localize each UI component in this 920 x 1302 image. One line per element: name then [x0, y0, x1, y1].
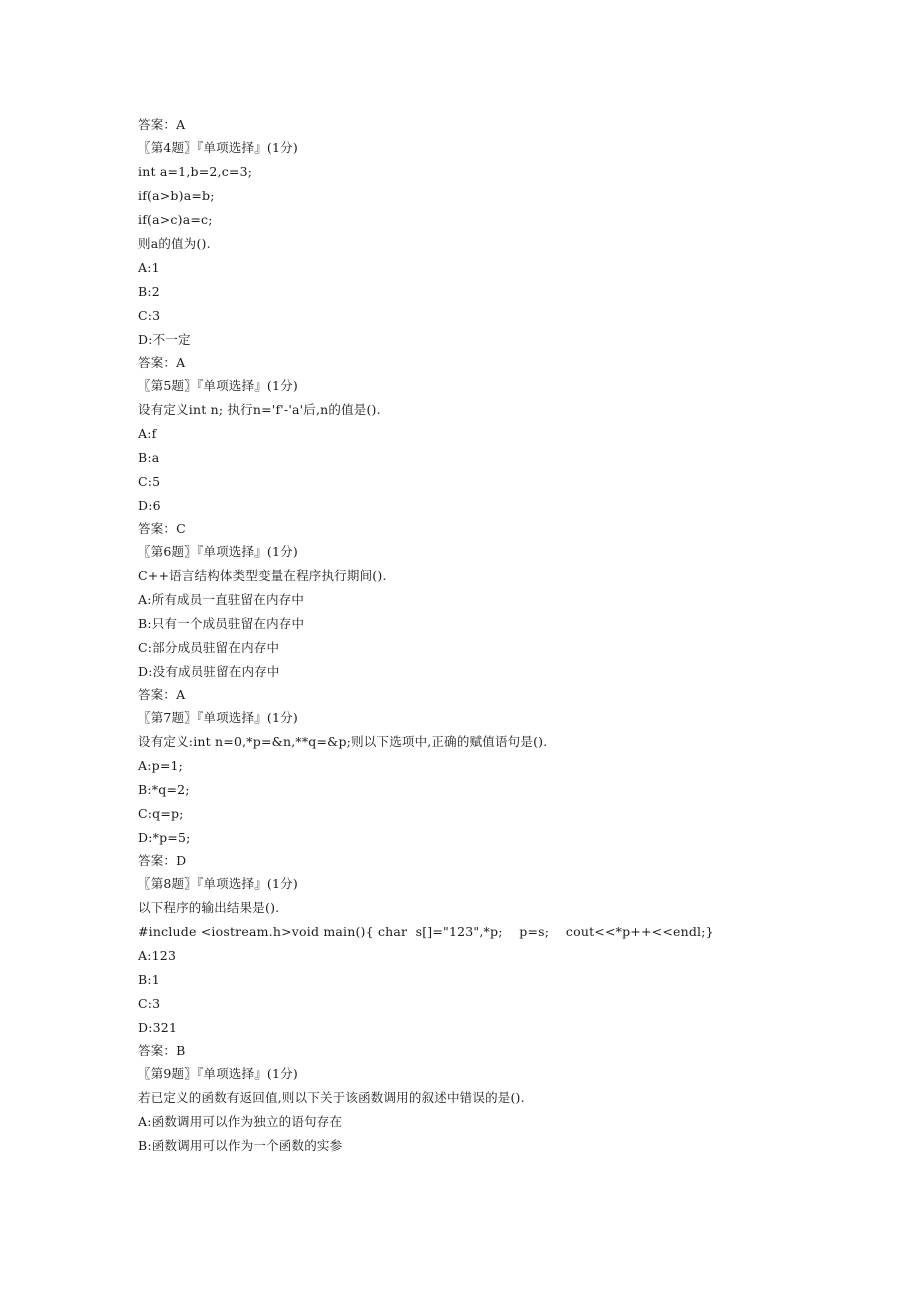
option-line: B:2	[138, 284, 160, 299]
question-text: 设有定义int n; 执行n='f'-'a'后,n的值是().	[138, 402, 381, 417]
option-line: D:没有成员驻留在内存中	[138, 664, 280, 679]
question-header: 〖第5题〗『单项选择』(1分)	[138, 378, 298, 393]
answer-line: 答案：B	[138, 1043, 186, 1058]
option-line: A:所有成员一直驻留在内存中	[138, 592, 305, 607]
option-line: D:不一定	[138, 332, 191, 347]
option-line: A:f	[138, 426, 157, 441]
option-line: D:321	[138, 1020, 178, 1035]
question-header: 〖第4题〗『单项选择』(1分)	[138, 140, 298, 155]
option-line: D:6	[138, 498, 161, 513]
code-line: #include <iostream.h>void main(){ char s[]="123",*p; p=s; cout<<*p++<<endl;}	[138, 924, 714, 939]
question-header: 〖第9题〗『单项选择』(1分)	[138, 1066, 298, 1081]
question-header: 〖第7题〗『单项选择』(1分)	[138, 710, 298, 725]
option-line: C:3	[138, 308, 161, 323]
code-line: if(a>c)a=c;	[138, 212, 213, 227]
question-text: C++语言结构体类型变量在程序执行期间().	[138, 568, 387, 583]
option-line: C:3	[138, 996, 161, 1011]
option-line: C:部分成员驻留在内存中	[138, 640, 280, 655]
answer-line: 答案：A	[138, 687, 186, 702]
option-line: B:函数调用可以作为一个函数的实参	[138, 1138, 343, 1153]
code-line: if(a>b)a=b;	[138, 188, 215, 203]
answer-line: 答案：A	[138, 355, 186, 370]
option-line: B:*q=2;	[138, 782, 190, 797]
option-line: B:1	[138, 972, 160, 987]
question-text: 设有定义:int n=0,*p=&n,**q=&p;则以下选项中,正确的赋值语句是().	[138, 734, 548, 749]
question-header: 〖第6题〗『单项选择』(1分)	[138, 544, 298, 559]
question-header: 〖第8题〗『单项选择』(1分)	[138, 876, 298, 891]
option-line: D:*p=5;	[138, 830, 191, 845]
question-text: 则a的值为().	[138, 236, 211, 251]
document-body	[138, 114, 838, 1158]
option-line: B:a	[138, 450, 160, 465]
option-line: B:只有一个成员驻留在内存中	[138, 616, 305, 631]
answer-line: 答案：D	[138, 853, 187, 868]
question-text: 以下程序的输出结果是().	[138, 900, 280, 915]
option-line: A:123	[138, 948, 177, 963]
answer-line: 答案：C	[138, 521, 186, 536]
option-line: A:1	[138, 260, 160, 275]
answer-line: 答案：A	[138, 117, 186, 132]
option-line: C:q=p;	[138, 806, 184, 821]
code-line: int a=1,b=2,c=3;	[138, 164, 253, 179]
option-line: A:p=1;	[138, 758, 184, 773]
option-line: C:5	[138, 474, 161, 489]
question-text: 若已定义的函数有返回值,则以下关于该函数调用的叙述中错误的是().	[138, 1090, 525, 1105]
option-line: A:函数调用可以作为独立的语句存在	[138, 1114, 343, 1129]
